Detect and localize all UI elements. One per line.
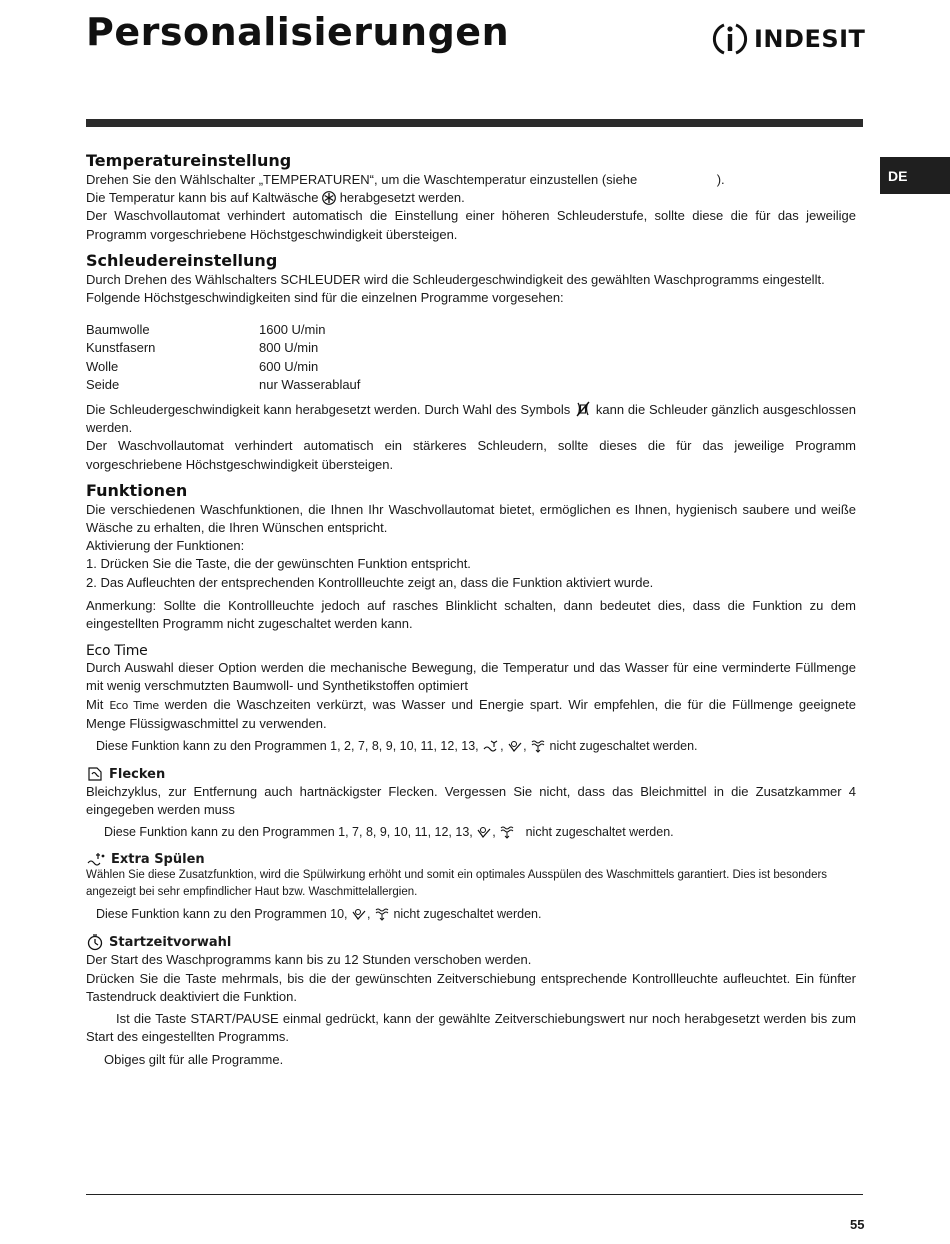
language-tab: DE [880,157,950,194]
ecotime-p2 [86,696,856,733]
main-content [86,150,856,1069]
ecotime-section [86,643,856,755]
spin-speed-table [86,321,360,394]
delay-p3: Ist die Taste START/PAUSE einmal gedrückt, kann der gewählte Zeitverschiebungswert nur noch herabgesetzt werden bis zum Start des eingestellten Programms. [86,1011,856,1045]
program-cell: Kunstfasern [86,340,156,356]
extra-rinse-heading [86,851,856,867]
extra-rinse-note-a: Diese Funktion kann zu den Programmen 10, [96,907,348,922]
speed-cell: nur Wasserablauf [259,376,361,392]
program-cell: Wolle [86,358,119,374]
table-row [86,321,360,339]
table-row [86,358,360,376]
temperature-section [86,150,856,244]
delay-p4: Obiges gilt für alle Programme. [104,1051,284,1067]
flecken-note-a: Diese Funktion kann zu den Programmen 1, 7, 8, 9, 10, 11, 12, 13, [104,825,473,840]
brand-name: INDESIT [754,25,866,53]
spin-p2: Folgende Höchstgeschwindigkeiten sind für die einzelnen Programme vorgesehen: [86,290,564,306]
speed-cell: 600 U/min [259,358,319,374]
extra-rinse-p1: Wählen Sie diese Zusatzfunktion, wird die Spülwirkung erhöht und somit ein optimales Ausspülen des Waschmittels garantiert. Dies ist besonders angezeigt bei sehr empfindlicher Haut bzw. Waschmittelallergien. [86,869,828,899]
drain-icon [374,907,390,921]
drain-icon [530,739,546,753]
functions-p1: Die verschiedenen Waschfunktionen, die Ihnen Ihr Waschvollautomat bietet, ermöglichen es Ihnen, hygienisch saubere und weiße Wäsche zu erhalten, die Ihren Wünschen entspricht. [86,501,856,536]
delay-section [86,933,856,1068]
extra-rinse-note: Diese Funktion kann zu den Programmen 10, , nicht zugeschaltet werden. [96,907,542,922]
ecotime-p2a: Mit [86,696,104,712]
functions-step2: 2. Das Aufleuchten der entsprechenden Kontrollleuchte zeigt an, dass die Funktion aktiviert wurde. [86,574,654,590]
delay-p1: Der Start des Waschprogramms kann bis zu 12 Stunden verschoben werden. [86,952,532,968]
delay-heading [86,933,856,951]
functions-note: Anmerkung: Sollte die Kontrollleuchte jedoch auf rasches Blinklicht schalten, dann bedeutet dies, dass die Funktion zu dem eingestellten Programm nicht zugeschaltet werden kann. [86,597,856,632]
ecotime-p1: Durch Auswahl dieser Option werden die mechanische Bewegung, die Temperatur und das Wasser für eine verminderte Füllmenge mit wenig verschmutzten Baumwoll- und Synthetikstoffen optimiert [86,660,856,694]
spin-p3 [86,400,856,437]
extra-rinse-note-b: nicht zugeschaltet werden. [393,907,542,922]
flecken-label: Flecken [109,766,166,782]
functions-step1: 1. Drücken Sie die Taste, die der gewünschten Funktion entspricht. [86,556,471,572]
page-number: 55 [850,1217,865,1232]
timer-icon [86,933,104,951]
footer-rule [86,1194,863,1195]
spin-section [86,250,856,474]
spin-p3b: kann die Schleuder gänzlich ausgeschlossen werden. [86,402,856,436]
ecotime-note-a: Diese Funktion kann zu den Programmen 1, 2, 7, 8, 9, 10, 11, 12, 13, [96,739,479,754]
indesit-logo-icon [712,21,748,57]
functions-heading: Funktionen [86,480,188,500]
flecken-note-b: nicht zugeschaltet werden. [525,825,674,840]
brand-logo [712,20,865,58]
functions-p2: Aktivierung der Funktionen: [86,538,245,554]
extra-rinse-label: Extra Spülen [111,851,205,867]
temperature-p2b: herabgesetzt werden. [339,190,465,206]
flecken-heading [86,765,856,783]
stain-icon [86,765,104,783]
temperature-p2 [86,189,856,207]
temperature-p1: Drehen Sie den Wählschalter „TEMPERATUREN“, um die Waschtemperatur einzustellen (siehe ). [86,172,725,187]
flecken-note: Diese Funktion kann zu den Programmen 1, 7, 8, 9, 10, 11, 12, 13, , nicht zugeschaltet werden. [104,825,674,840]
handwash-icon [351,907,367,921]
delay-p2: Drücken Sie die Taste mehrmals, bis die der gewünschten Zeitverschiebung entsprechende Kontrollleuchte aufleuchtet. Ein fünfter Tastendruck deaktiviert die Funktion. [86,970,856,1004]
table-row [86,376,360,394]
temperature-p2a: Die Temperatur kann bis auf Kaltwäsche [86,190,319,206]
extra-rinse-icon [86,851,106,867]
spin-p3a: Die Schleudergeschwindigkeit kann herabgesetzt werden. Durch Wahl des Symbols [86,402,571,418]
ecotime-p2b: werden die Waschzeiten verkürzt, was Wasser und Energie spart. Wir empfehlen, die für die Füllmenge geeignete Menge Flüssigwaschmittel zu verwenden. [86,696,856,731]
spin-heading: Schleudereinstellung [86,250,278,270]
program-cell: Seide [86,376,120,392]
spin-p4: Der Waschvollautomat verhindert automatisch ein stärkeres Schleudern, sollte dieses die für das jeweilige Programm vorgeschriebene Höchstgeschwindigkeit übersteigen. [86,438,856,472]
speed-cell: 1600 U/min [259,322,326,338]
temperature-p3: Der Waschvollautomat verhindert automatisch die Einstellung einer höheren Schleuderstufe, sollte diese die für das jeweilige Programm vorgeschriebene Höchstgeschwindigkeit übersteigen. [86,208,856,242]
functions-section [86,480,856,633]
program-cell: Baumwolle [86,322,150,338]
page-title: Personalisierungen [86,10,510,54]
ecotime-inline-label: Eco Time [109,698,159,712]
delay-label: Startzeitvorwahl [109,934,232,950]
snowflake-icon [322,191,336,205]
spin-p1: Durch Drehen des Wählschalters SCHLEUDER wird die Schleudergeschwindigkeit des gewählten Waschprogramms eingestellt. [86,271,825,287]
wool-icon [482,739,500,753]
temperature-heading: Temperatureinstellung [86,151,292,170]
ecotime-note: Diese Funktion kann zu den Programmen 1, 2, 7, 8, 9, 10, 11, 12, 13, , , nicht zugeschaltet werden. [96,739,698,754]
flecken-section [86,765,856,841]
drain-icon [499,825,515,839]
no-spin-icon [574,400,592,418]
handwash-icon [476,825,492,839]
flecken-p1: Bleichzyklus, zur Entfernung auch hartnäckigster Flecken. Vergessen Sie nicht, dass das Bleichmittel in die Zusatzkammer 4 eingegeben werden muss [86,784,856,818]
ecotime-note-b: nicht zugeschaltet werden. [549,739,698,754]
table-row [86,339,360,357]
extra-rinse-section [86,851,856,923]
handwash-icon [507,739,523,753]
ecotime-label: Eco Time [86,643,148,660]
speed-cell: 800 U/min [259,340,319,356]
header-rule [86,119,863,127]
